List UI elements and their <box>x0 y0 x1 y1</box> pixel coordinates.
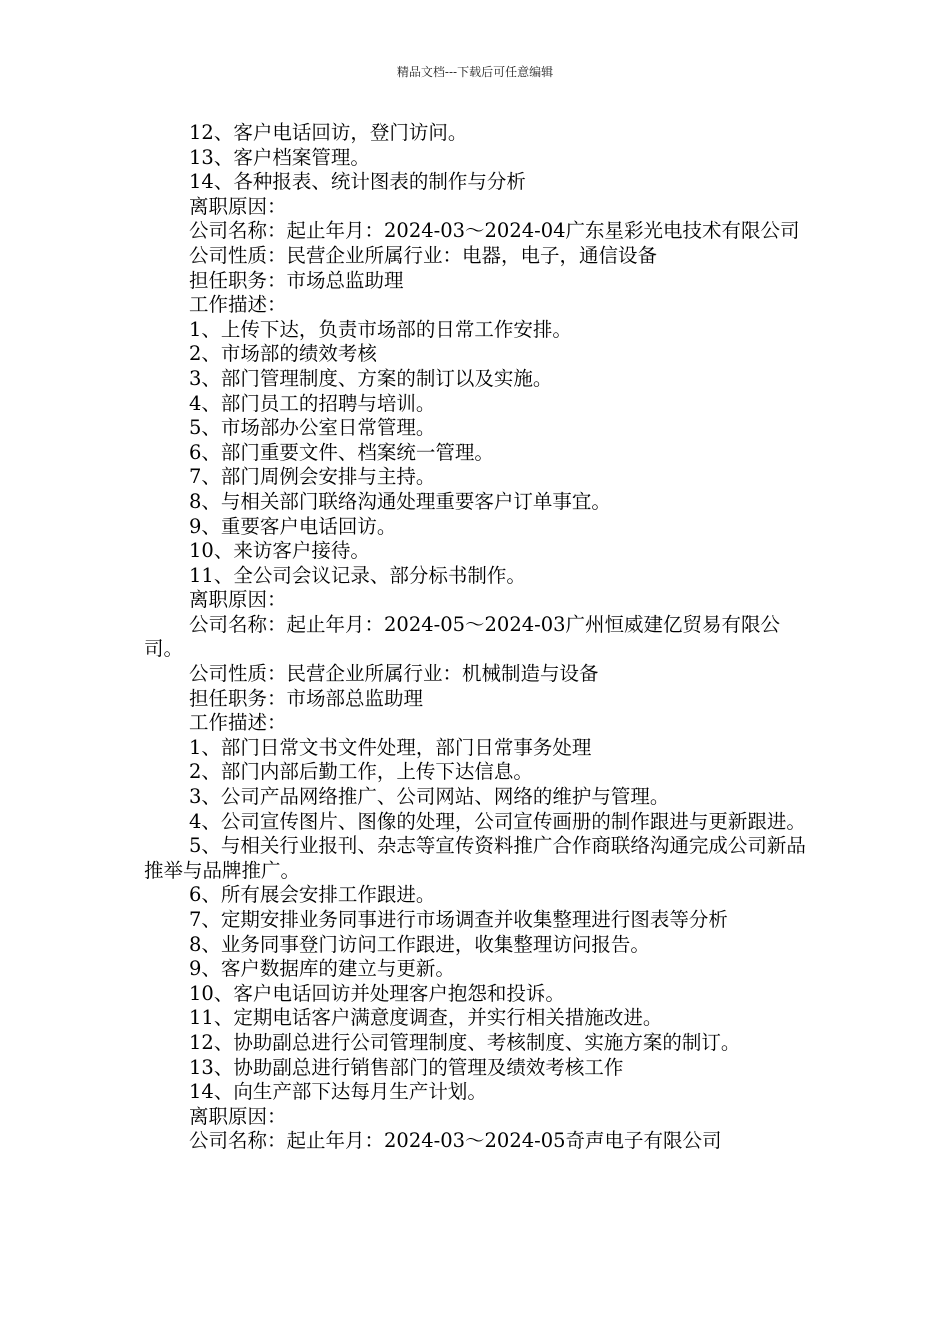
text-line: 5、与相关行业报刊、杂志等宣传资料推广合作商联络沟通完成公司新品推举与品牌推广。 <box>144 834 806 882</box>
text-line: 公司名称：起止年月：2024-05～2024-03广州恒威建亿贸易有限公司。 <box>144 612 781 661</box>
text-line: 公司名称：起止年月：2024-03～2024-05奇声电子有限公司 <box>189 1129 722 1153</box>
text-line: 11、全公司会议记录、部分标书制作。 <box>189 563 526 587</box>
text-line: 离职原因： <box>189 1104 287 1128</box>
text-line: 公司性质：民营企业所属行业：机械制造与设备 <box>189 662 599 686</box>
text-line: 8、与相关部门联络沟通处理重要客户订单事宜。 <box>189 489 611 513</box>
text-line: 4、部门员工的招聘与培训。 <box>189 391 436 415</box>
text-line: 10、来访客户接待。 <box>189 539 370 563</box>
text-line: 公司名称：起止年月：2024-03～2024-04广东星彩光电技术有限公司 <box>189 219 800 243</box>
text-line: 3、公司产品网络推广、公司网站、网络的维护与管理。 <box>189 785 670 809</box>
text-line: 10、客户电话回访并处理客户抱怨和投诉。 <box>189 981 565 1005</box>
text-line: 9、客户数据库的建立与更新。 <box>189 957 455 981</box>
text-line: 3、部门管理制度、方案的制订以及实施。 <box>189 366 553 390</box>
text-line: 离职原因： <box>189 588 287 612</box>
text-line: 7、部门周例会安排与主持。 <box>189 465 436 489</box>
text-line: 7、定期安排业务同事进行市场调查并收集整理进行图表等分析 <box>189 908 728 931</box>
text-line: 离职原因： <box>189 194 287 218</box>
text-line: 2、部门内部后勤工作，上传下达信息。 <box>189 760 533 784</box>
text-line: 13、客户档案管理。 <box>189 145 370 169</box>
text-line: 12、客户电话回访，登门访问。 <box>189 121 468 144</box>
text-line: 14、各种报表、统计图表的制作与分析 <box>189 170 526 194</box>
text-line: 8、业务同事登门访问工作跟进，收集整理访问报告。 <box>189 932 650 956</box>
page-header: 精品文档---下载后可任意编辑 <box>396 65 554 79</box>
text-line: 担任职务：市场总监助理 <box>189 268 404 292</box>
text-line: 工作描述： <box>189 293 287 317</box>
text-line: 2、市场部的绩效考核 <box>189 342 377 366</box>
text-line: 担任职务：市场部总监助理 <box>189 686 424 710</box>
text-line: 6、部门重要文件、档案统一管理。 <box>189 440 494 464</box>
text-line: 9、重要客户电话回访。 <box>189 514 397 538</box>
text-line: 工作描述： <box>189 711 287 735</box>
text-line: 12、协助副总进行公司管理制度、考核制度、实施方案的制订。 <box>189 1030 741 1054</box>
text-line: 公司性质：民营企业所属行业：电器，电子，通信设备 <box>189 243 658 267</box>
document-body <box>144 121 809 1154</box>
text-line: 14、向生产部下达每月生产计划。 <box>189 1080 487 1104</box>
text-line: 1、上传下达，负责市场部的日常工作安排。 <box>189 317 572 341</box>
text-line: 1、部门日常文书文件处理，部门日常事务处理 <box>189 735 592 759</box>
text-line: 4、公司宣传图片、图像的处理，公司宣传画册的制作跟进与更新跟进。 <box>189 809 806 833</box>
text-line: 13、协助副总进行销售部门的管理及绩效考核工作 <box>189 1055 624 1079</box>
text-line: 5、市场部办公室日常管理。 <box>189 416 436 440</box>
text-line: 6、所有展会安排工作跟进。 <box>189 883 436 907</box>
text-line: 11、定期电话客户满意度调查，并实行相关措施改进。 <box>189 1006 663 1030</box>
